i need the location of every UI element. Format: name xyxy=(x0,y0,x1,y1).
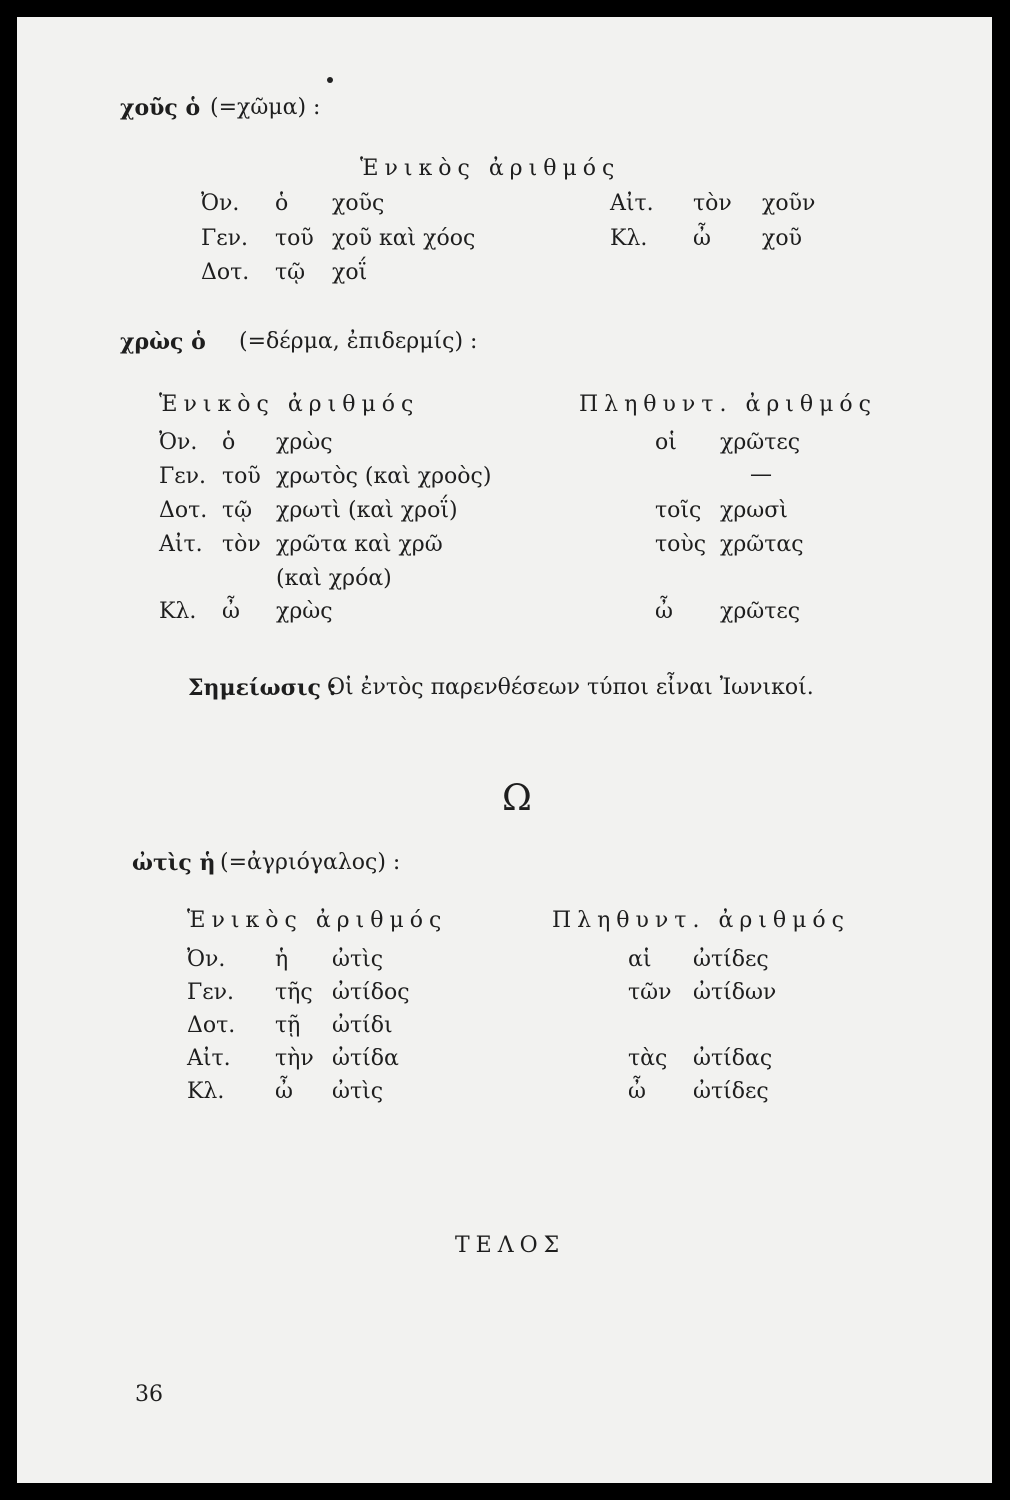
entry3-gloss: (=ἀγριόγαλος) : xyxy=(220,850,401,875)
entry3-article: τῆς xyxy=(275,980,313,1005)
entry3-article: τῇ xyxy=(275,1013,301,1038)
entry2-case: Δοτ. xyxy=(159,498,208,523)
entry3-plural-article: ὦ xyxy=(628,1079,646,1104)
entry2-plural-article: τοῖς xyxy=(655,498,702,523)
entry1-article: ὦ xyxy=(693,226,711,251)
entry2-case: Αἰτ. xyxy=(159,532,203,557)
entry1-form: χοῦ xyxy=(762,226,802,251)
entry2-plural-form: χρωσὶ xyxy=(720,498,788,523)
entry2-article: ὁ xyxy=(222,430,236,455)
entry2-form-continued: (καὶ χρόα) xyxy=(276,566,392,591)
entry3-article: ὦ xyxy=(275,1079,293,1104)
entry1-case: Δοτ. xyxy=(201,260,250,285)
entry1-article: ὁ xyxy=(275,191,289,216)
entry1-form: χοῦ καὶ χόος xyxy=(332,226,476,251)
entry3-plural-form: ὠτίδας xyxy=(693,1046,773,1071)
entry1-case: Κλ. xyxy=(610,226,648,251)
entry2-form: χρῶτα καὶ χρῶ xyxy=(276,532,443,557)
entry2-form: χρωτὸς (καὶ χροὸς) xyxy=(276,464,492,489)
page-number: 36 xyxy=(135,1382,163,1407)
entry1-case: Αἰτ. xyxy=(610,191,654,216)
entry2-plural-form: χρῶτες xyxy=(720,599,801,624)
entry2-singular-header: Ἑνικὸς ἀριθμός xyxy=(159,392,420,417)
entry3-case: Κλ. xyxy=(187,1079,225,1104)
entry1-article: τῷ xyxy=(275,260,306,285)
entry2-gloss: (=δέρμα, ἐπιδερμίς) : xyxy=(239,329,478,354)
entry2-plural-article: οἱ xyxy=(655,430,677,455)
entry1-lemma: χοῦς ὁ xyxy=(120,95,201,121)
entry3-case: Δοτ. xyxy=(187,1013,236,1038)
entry3-plural-form: ὠτίδες xyxy=(693,947,769,972)
entry3-form: ὠτὶς xyxy=(332,1079,384,1104)
entry1-case: Ὀν. xyxy=(201,191,240,216)
entry3-form: ὠτίδι xyxy=(332,1013,393,1038)
end-text: ΤΕΛΟΣ xyxy=(455,1233,566,1258)
entry2-form: χρωτὶ (καὶ χροΐ) xyxy=(276,498,458,523)
entry1-form: χοῦν xyxy=(762,191,816,216)
entry2-case: Κλ. xyxy=(159,599,197,624)
entry3-plural-form: ὠτίδων xyxy=(693,980,777,1005)
entry3-singular-header: Ἑνικὸς ἀριθμός xyxy=(187,908,448,933)
entry3-plural-article: αἱ xyxy=(628,947,652,972)
entry1-article: τοῦ xyxy=(275,226,314,251)
entry2-case: Ὀν. xyxy=(159,430,198,455)
ink-dot xyxy=(327,77,333,83)
entry3-plural-form: ὠτίδες xyxy=(693,1079,769,1104)
entry3-lemma: ὠτὶς ἡ xyxy=(132,850,216,876)
note-text: Οἱ ἐντὸς παρενθέσεων τύποι εἶναι Ἰωνικοί. xyxy=(327,675,814,700)
entry3-case: Γεν. xyxy=(187,980,235,1005)
entry3-plural-article: τῶν xyxy=(628,980,672,1005)
entry2-article: τοῦ xyxy=(222,464,261,489)
entry2-form: χρὼς xyxy=(276,430,333,455)
note-label: Σημείωσις : xyxy=(188,675,337,701)
entry3-case: Αἰτ. xyxy=(187,1046,231,1071)
book-page xyxy=(17,17,992,1483)
entry3-article: τὴν xyxy=(275,1046,314,1071)
entry3-plural-article: τὰς xyxy=(628,1046,668,1071)
entry1-case: Γεν. xyxy=(201,226,249,251)
entry3-form: ὠτίδα xyxy=(332,1046,399,1071)
entry2-plural-article: ὦ xyxy=(655,599,673,624)
entry2-case: Γεν. xyxy=(159,464,207,489)
entry1-article: τὸν xyxy=(693,191,732,216)
entry2-lemma: χρὼς ὁ xyxy=(120,329,206,355)
entry2-form: χρὼς xyxy=(276,599,333,624)
entry2-article: ὦ xyxy=(222,599,240,624)
section-letter: Ω xyxy=(502,778,532,819)
entry1-singular-header: Ἑνικὸς ἀριθμός xyxy=(360,156,621,181)
entry2-plural-form: χρῶτες xyxy=(720,430,801,455)
entry2-plural-header: Πληθυντ. ἀριθμός xyxy=(579,392,877,417)
entry3-form: ὠτὶς xyxy=(332,947,384,972)
entry3-plural-header: Πληθυντ. ἀριθμός xyxy=(552,908,850,933)
entry2-article: τὸν xyxy=(222,532,261,557)
entry1-gloss: (=χῶμα) : xyxy=(210,95,321,120)
entry2-article: τῷ xyxy=(222,498,253,523)
entry2-plural-article: τοὺς xyxy=(655,532,707,557)
entry1-form: χοῦς xyxy=(332,191,385,216)
entry2-plural-form: — xyxy=(750,462,772,487)
entry3-form: ὠτίδος xyxy=(332,980,410,1005)
entry1-form: χοΐ xyxy=(332,260,368,285)
entry3-article: ἡ xyxy=(275,947,289,972)
entry2-plural-form: χρῶτας xyxy=(720,532,804,557)
entry3-case: Ὀν. xyxy=(187,947,226,972)
